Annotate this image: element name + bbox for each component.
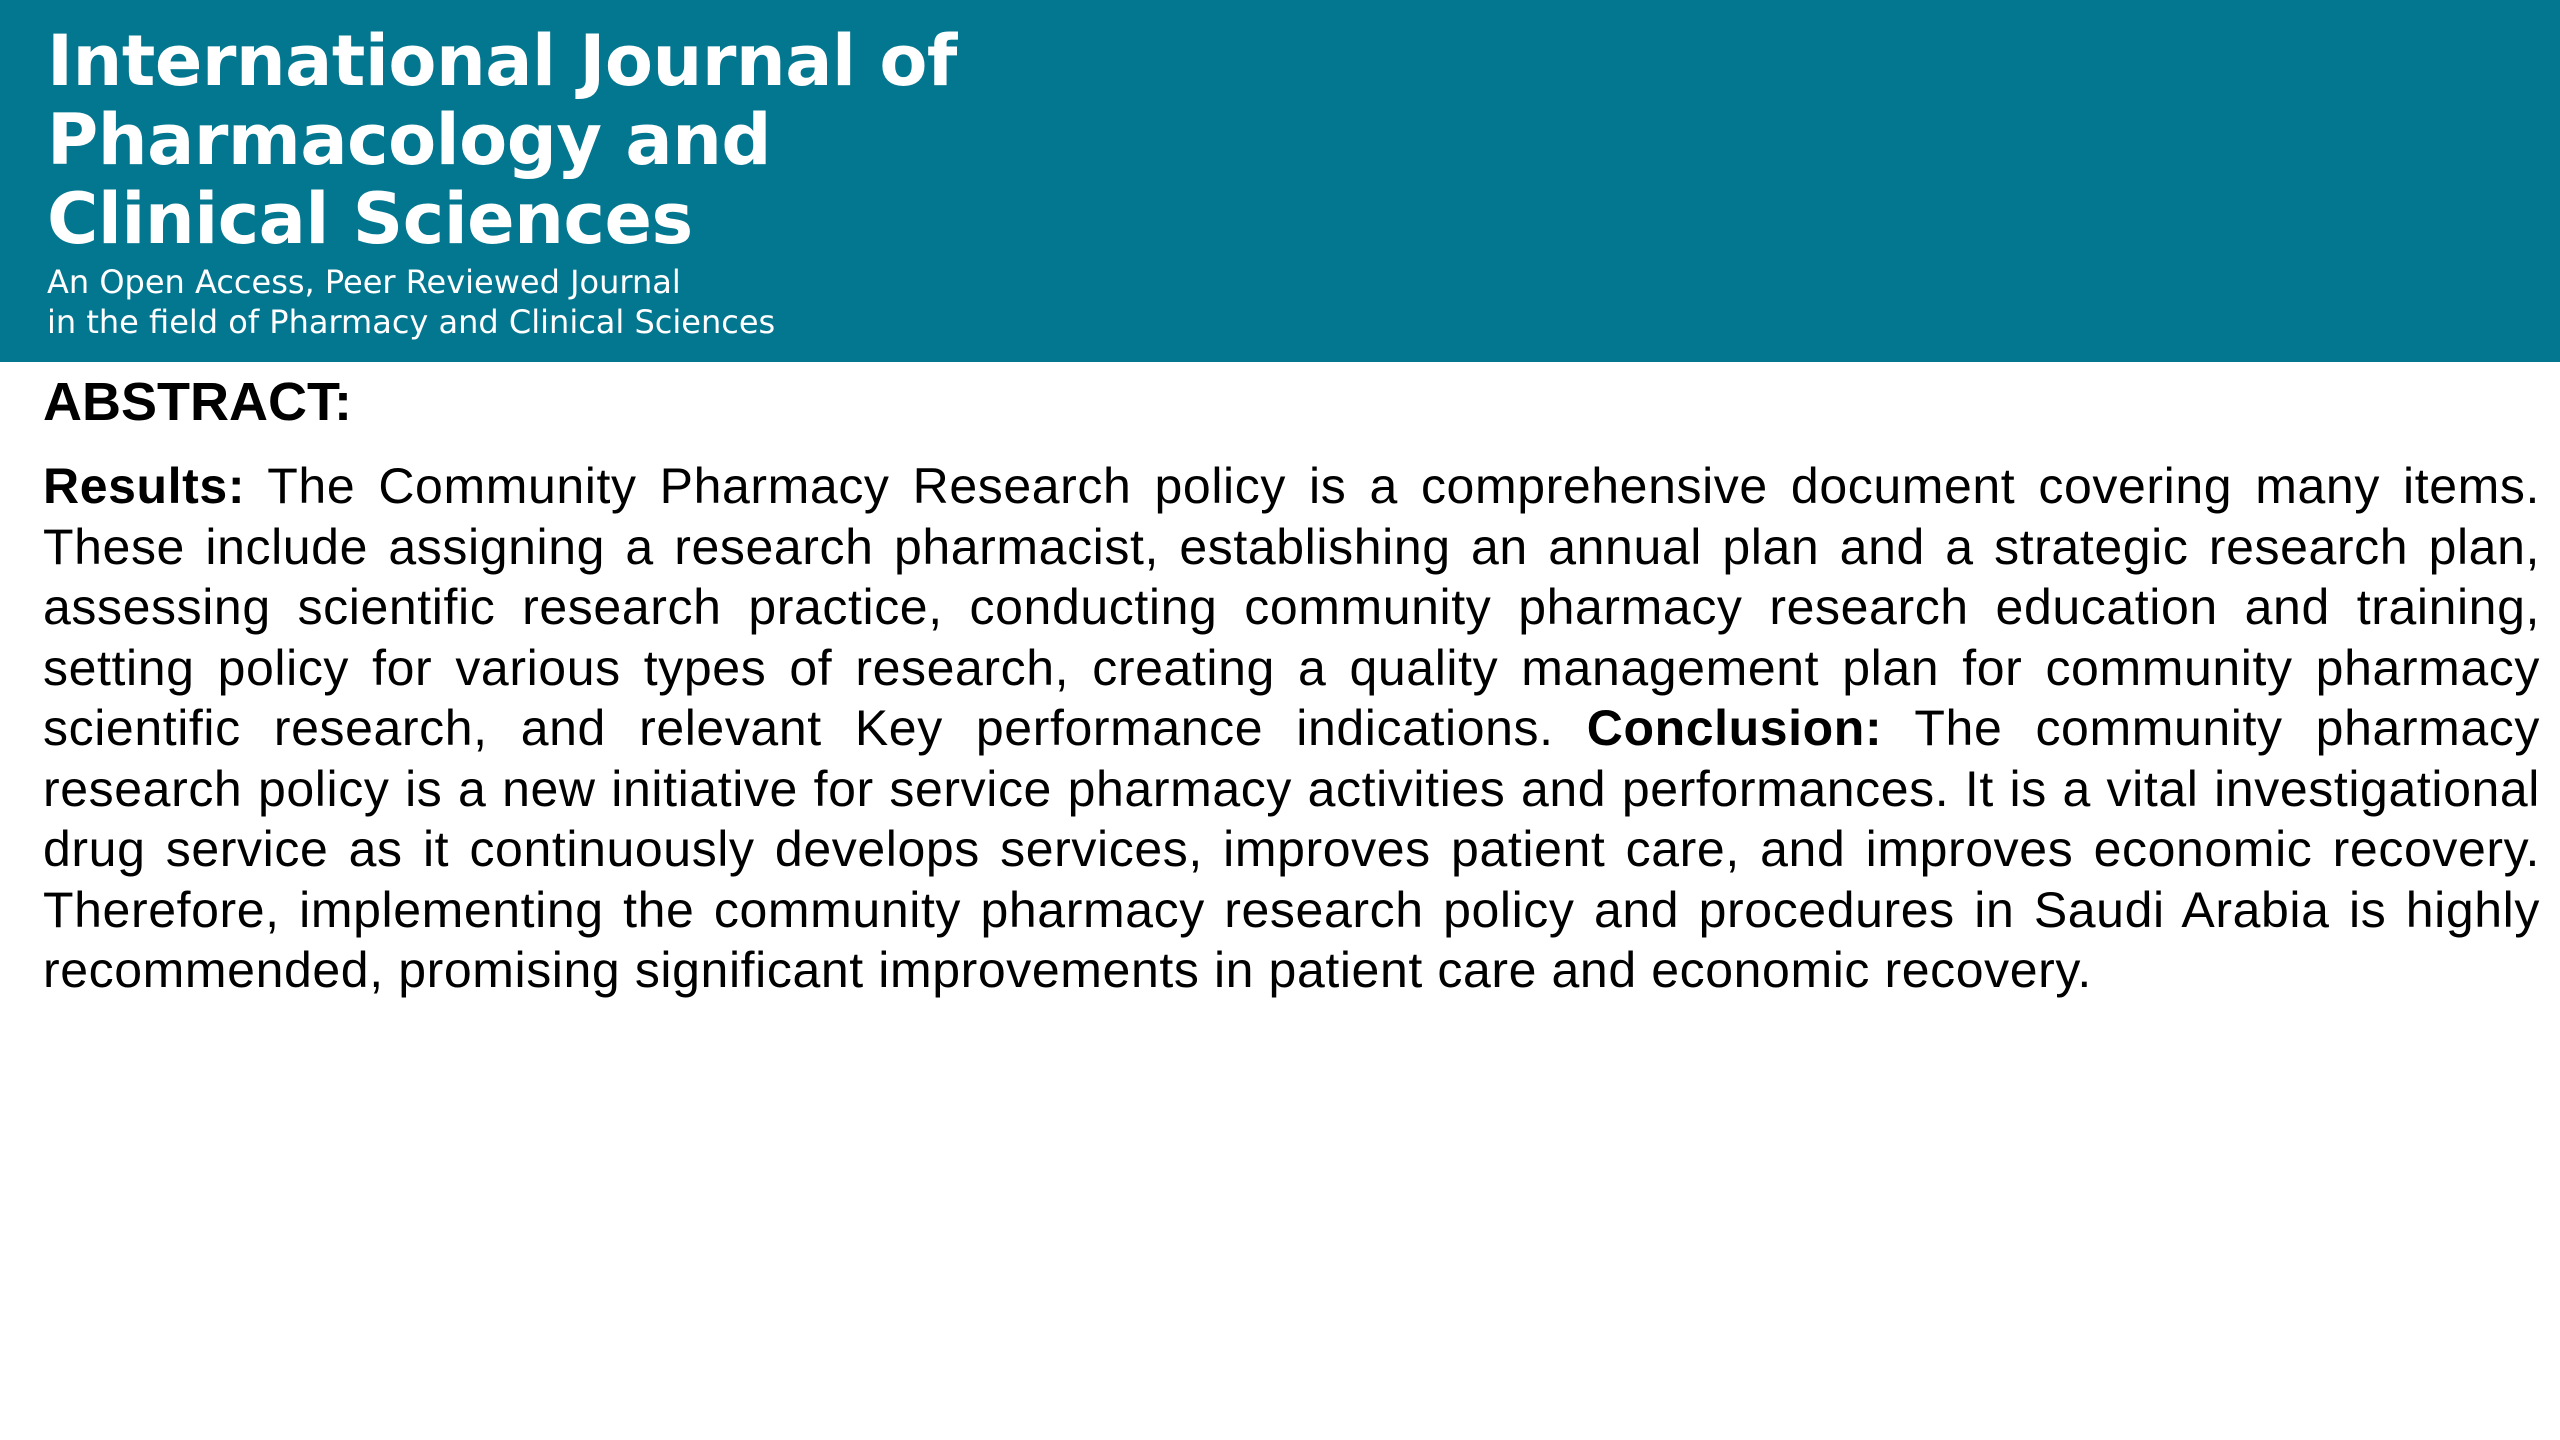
results-label: Results: bbox=[43, 458, 246, 514]
journal-title-line-1: International Journal of bbox=[47, 20, 957, 102]
journal-title-line-2: Pharmacology and bbox=[47, 99, 772, 181]
results-text: The Community Pharmacy Research policy is a comprehensive document covering many items. These include assigning a research pharmacist, establishing an annual plan and a strategic research plan, assessing scientific research practice, conducting community pharmacy research education and training, setting policy for various types of research, creating a quality management plan for community pharmacy scientific research, and relevant Key performance indications. bbox=[43, 458, 2540, 756]
journal-banner bbox=[0, 0, 2560, 362]
journal-tagline-line-2: in the field of Pharmacy and Clinical Sciences bbox=[47, 303, 776, 341]
journal-title bbox=[47, 22, 957, 259]
journal-tagline bbox=[47, 262, 775, 342]
conclusion-text: The community pharmacy research policy is a new initiative for service pharmacy activities and performances. It is a vital investigational drug service as it continuously develops services, improves patient care, and improves economic recovery. Therefore, implementing the community pharmacy research policy and procedures in Saudi Arabia is highly recommended, promising significant improvements in patient care and economic recovery. bbox=[43, 700, 2541, 998]
conclusion-label: Conclusion: bbox=[1586, 700, 1883, 756]
journal-tagline-line-1: An Open Access, Peer Reviewed Journal bbox=[47, 263, 681, 301]
abstract-section bbox=[43, 370, 2540, 1001]
abstract-heading: ABSTRACT: bbox=[43, 372, 352, 432]
journal-title-line-3: Clinical Sciences bbox=[47, 178, 693, 260]
abstract-body bbox=[43, 456, 2540, 1001]
